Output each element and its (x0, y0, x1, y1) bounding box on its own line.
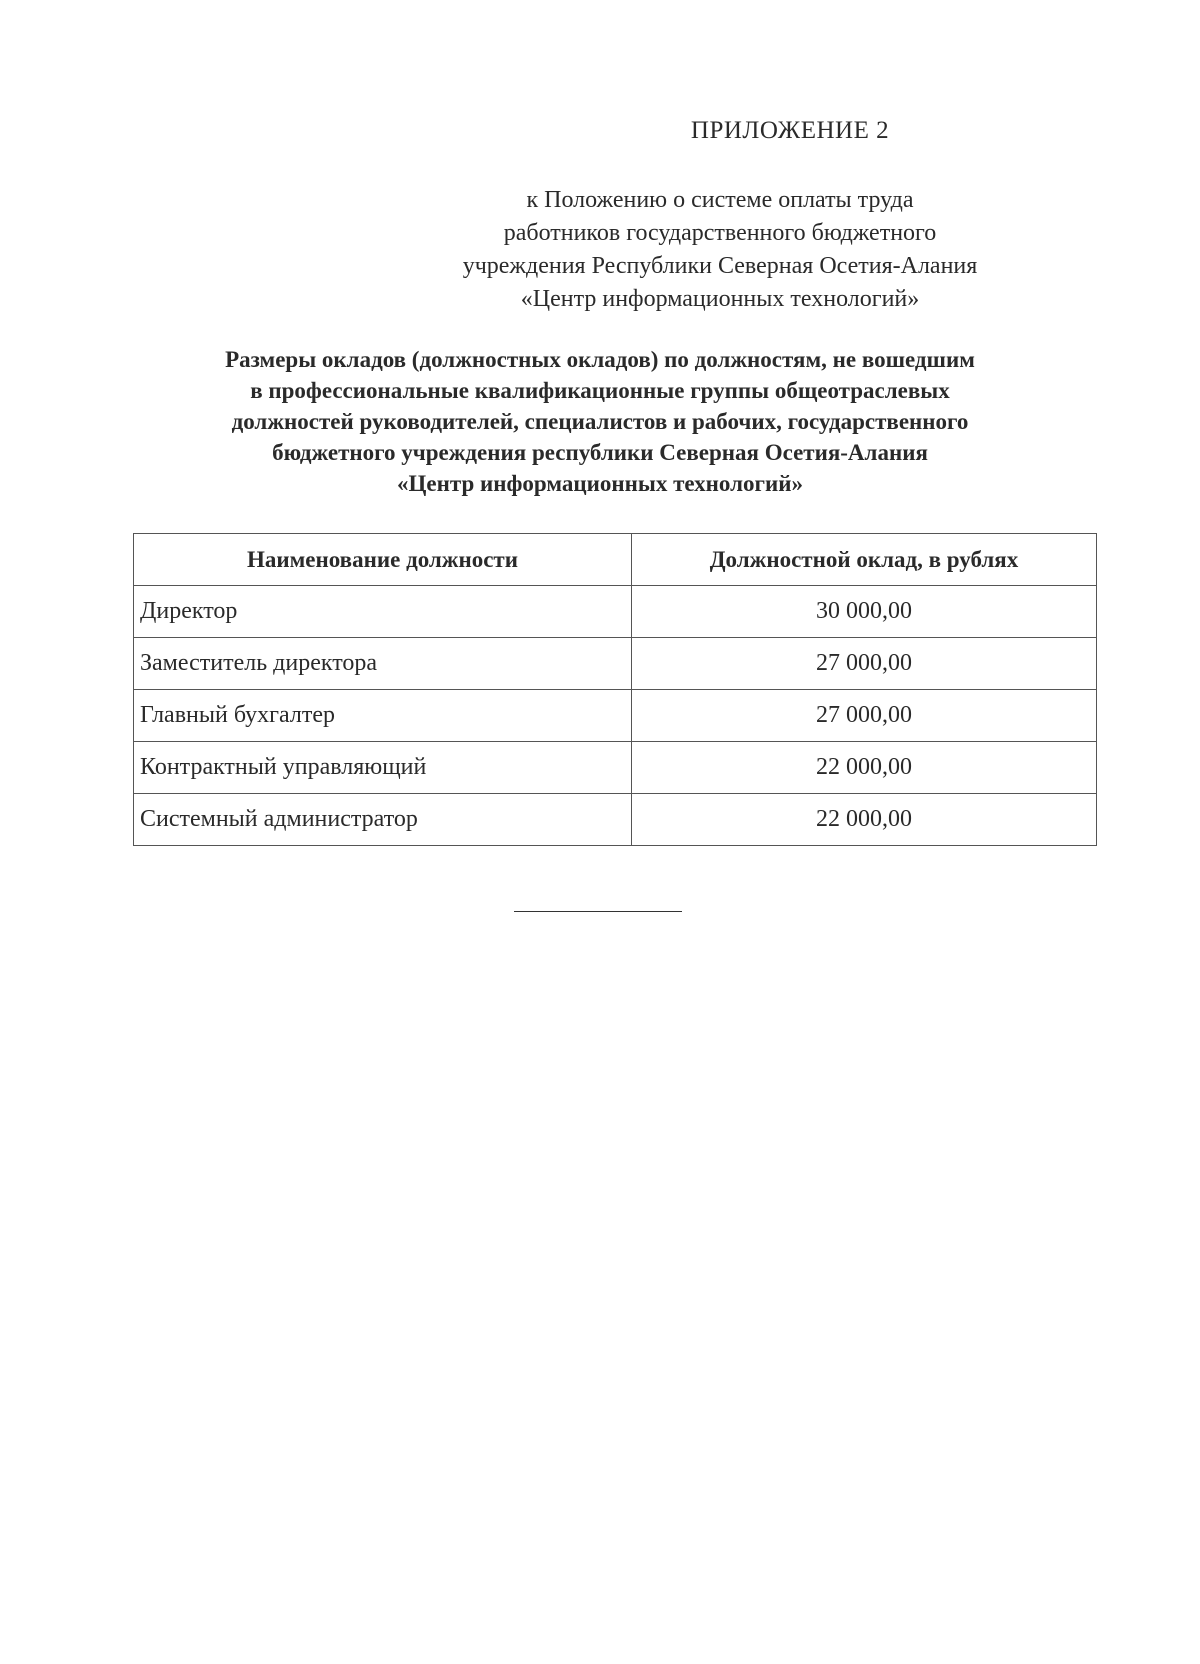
document-heading (120, 344, 1080, 499)
salary-cell: 22 000,00 (632, 742, 1097, 794)
salary-cell: 30 000,00 (632, 586, 1097, 638)
end-divider-line (514, 911, 682, 912)
table-row (134, 586, 1097, 638)
heading-line: в профессиональные квалификационные группы общеотраслевых (250, 378, 950, 403)
position-cell: Главный бухгалтер (134, 690, 632, 742)
salary-cell: 27 000,00 (632, 690, 1097, 742)
salary-cell: 22 000,00 (632, 794, 1097, 846)
salary-cell: 27 000,00 (632, 638, 1097, 690)
appendix-reference (420, 184, 1020, 316)
table-row (134, 742, 1097, 794)
heading-line: бюджетного учреждения республики Северная Осетия-Алания (272, 440, 928, 465)
position-cell: Директор (134, 586, 632, 638)
table-row (134, 638, 1097, 690)
column-header-salary: Должностной оклад, в рублях (632, 534, 1097, 586)
heading-line: должностей руководителей, специалистов и рабочих, государственного (231, 409, 969, 434)
appendix-reference-line: работников государственного бюджетного (503, 220, 937, 246)
table-row (134, 690, 1097, 742)
appendix-reference-line: к Положению о системе оплаты труда (526, 187, 914, 213)
salary-table (133, 533, 1097, 846)
appendix-reference-line: «Центр информационных технологий» (520, 286, 920, 312)
table-header-row (134, 534, 1097, 586)
appendix-title: ПРИЛОЖЕНИЕ 2 (690, 117, 890, 144)
column-header-position: Наименование должности (134, 534, 632, 586)
position-cell: Системный администратор (134, 794, 632, 846)
heading-line: Размеры окладов (должностных окладов) по должностям, не вошедшим (225, 347, 975, 372)
table-row (134, 794, 1097, 846)
heading-line: «Центр информационных технологий» (397, 471, 803, 496)
position-cell: Контрактный управляющий (134, 742, 632, 794)
appendix-reference-line: учреждения Республики Северная Осетия-Алания (462, 253, 978, 279)
position-cell: Заместитель директора (134, 638, 632, 690)
